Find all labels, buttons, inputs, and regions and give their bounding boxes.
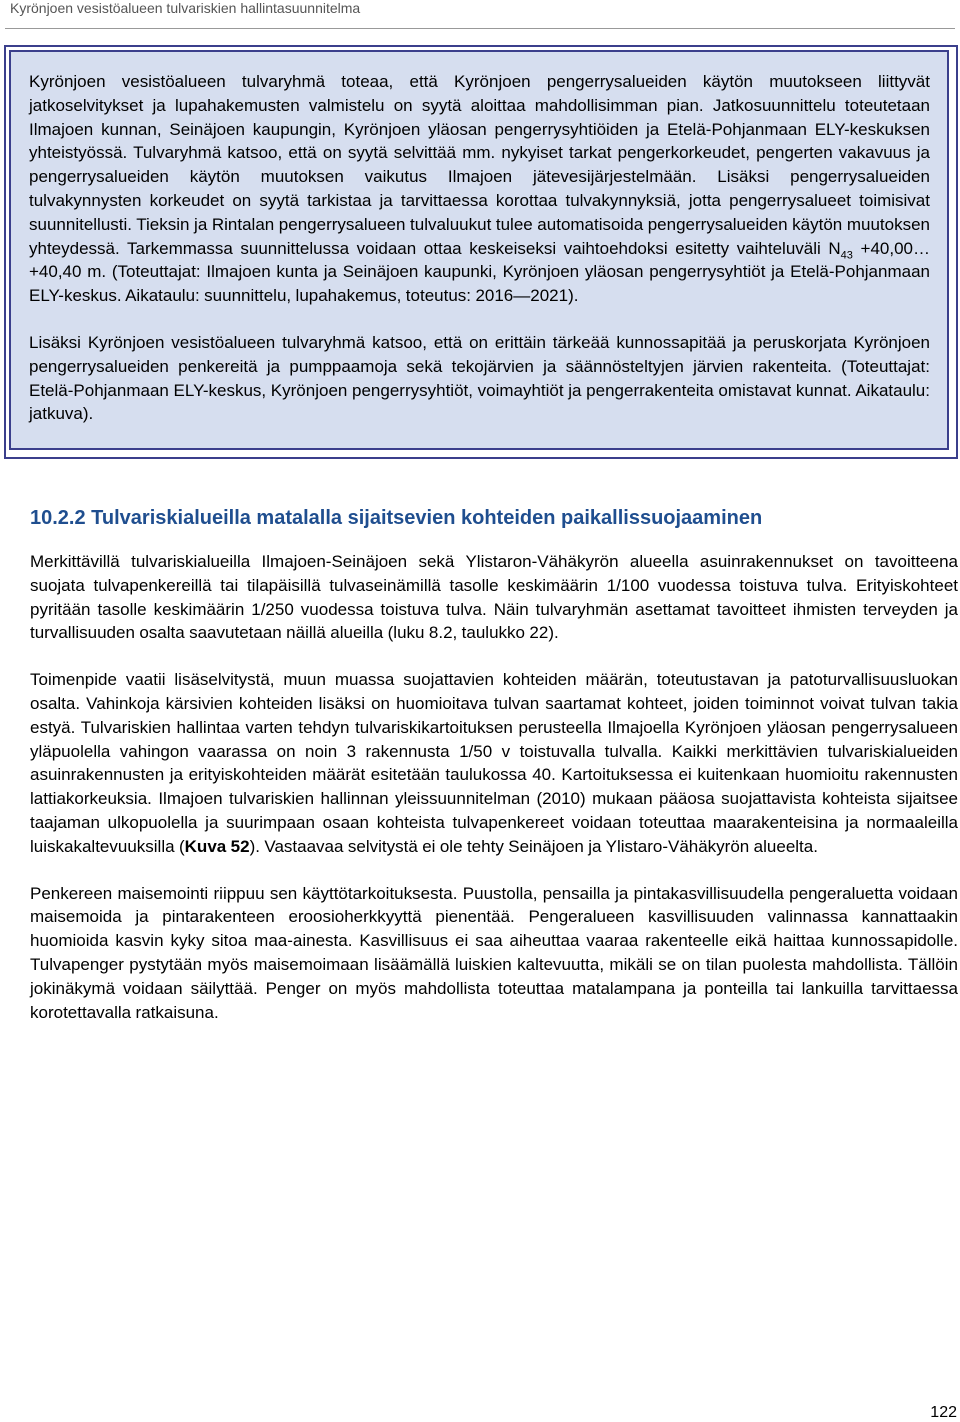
highlight-box <box>4 45 958 459</box>
body-paragraph-1: Merkittävillä tulvariskialueilla Ilmajoen-Seinäjoen sekä Ylistaron-Vähäkyrön alueella asuinrakennukset on tavoitteena suojata tulvapenkereillä tai tilapäisillä tulvaseinämillä tasolle keskimäärin 1/100 vuodessa toistuva tulva. Erityiskohteet pyritään tasolle keskimäärin 1/250 vuodessa toistuva tulva. Näin tulvaryhmän asettamat tavoitteet ihmisten terveyden ja turvallisuuden osalta saavutetaan näillä alueilla (luku 8.2, taulukko 22). <box>30 552 958 643</box>
highlight-box-content <box>9 50 949 450</box>
box-paragraph-1-subscript: 43 <box>840 248 853 261</box>
box-paragraph-2: Lisäksi Kyrönjoen vesistöalueen tulvaryhmä katsoo, että on erittäin tärkeää kunnossapitää ja peruskorjata Kyrönjoen pengerrysalueiden penkereitä ja pumppaamoja sekä tekojärvien ja säännösteltyjen järvien rakenteita. (Toteuttajat: Etelä-Pohjanmaan ELY-keskus, Kyrönjoen pengerrysyhtiöt, voimayhtiöt ja pengerrakenteita omistavat kunnat. Aikataulu: jatkuva). <box>29 332 930 424</box>
section-heading <box>30 506 762 530</box>
box-paragraph-1 <box>29 70 930 308</box>
body-paragraph-2-text-b: ). Vastaavaa selvitystä ei ole tehty Seinäjoen ja Ylistaro-Vähäkyrön alueelta. <box>249 836 818 856</box>
figure-reference: Kuva 52 <box>184 836 250 856</box>
body-text <box>30 550 958 1024</box>
box-paragraph-1-text-b: +40,00…+40,40 m. (Toteuttajat: Ilmajoen kunta ja Seinäjoen kaupunki, Kyrönjoen yläosan pengerrysyhtiöt ja Etelä-Pohjanmaan ELY-keskus. Aikataulu: suunnittelu, lupahakemus, toteutus: 2016—2021). <box>29 238 930 306</box>
box-paragraph-1-text-a: Kyrönjoen vesistöalueen tulvaryhmä toteaa, että Kyrönjoen pengerrysalueiden käytön muutokseen liittyvät jatkoselvitykset ja lupahakemusten valmistelu on syytä aloittaa mahdollisimman pian. Jatkosuunnittelu toteutetaan Ilmajoen kunnan, Seinäjoen kaupungin, Kyrönjoen yläosan pengerrysyhtiöiden ja Etelä-Pohjanmaan ELY-keskuksen yhteistyössä. Tulvaryhmä katsoo, että on syytä selvittää mm. nykyiset tarkat pengerkorkeudet, pengerten vakavuus ja pengerrysalueiden käytön muutoksen vaikutus Ilmajoen jätevesijärjestelmään. Lisäksi pengerrysalueiden tulvakynnysten korkeudet on syytä tarkistaa ja tarvittaessa korottaa tulvakynnyksiä, jotta pengerrysalueet toimisivat suunnitellusti. Tieksin ja Rintalan pengerrysalueen tulvaluukut tulee automatisoida pengerrysalueiden käytön muutoksen yhteydessä. Tarkemmassa suunnittelussa voidaan ottaa keskeiseksi vaihtoehdoksi esitetty vaihteluväli N <box>29 72 930 258</box>
body-paragraph-3: Penkereen maisemointi riippuu sen käyttötarkoituksesta. Puustolla, pensailla ja pintakasvillisuudella pengeraluetta voidaan maisemoida ja pintarakenteen eroosioherkkyyttä pienentää. Pengeralueen kasvillisuuden valinnassa kannattaakin huomioida kasvin kyky sitoa maa-ainesta. Kasvillisuus ei saa aiheuttaa vaaraa rakenteelle eikä haittaa kunnossapidolle. Tulvapenger pystytään myös maisemoimaan lisäämällä luiskien kaltevuutta, mikäli se on tilan puolesta mahdollista. Tällöin jokinäkymä voidaan säilyttää. Penger on myös mahdollista toteuttaa matalampana ja ponteilla tai lankuilla tarvittaessa korotettavalla ratkaisuna. <box>30 883 958 1022</box>
header-divider <box>5 28 955 29</box>
section-title: Tulvariskialueilla matalalla sijaitsevien kohteiden paikallissuojaaminen <box>91 507 763 529</box>
section-number: 10.2.2 <box>30 507 86 529</box>
body-paragraph-2 <box>30 668 958 858</box>
page-number: 122 <box>930 1404 957 1421</box>
running-header: Kyrönjoen vesistöalueen tulvariskien hallintasuunnitelma <box>10 0 361 16</box>
body-paragraph-2-text-a: Toimenpide vaatii lisäselvitystä, muun muassa suojattavien kohteiden määrän, toteutustavan ja patoturvallisuusluokan osalta. Vahinkoja kärsivien kohteiden lisäksi on huomioitava tulvan saartamat kohteet, joiden toiminnot voivat tulvan takia estyä. Tulvariskien hallintaa varten tehdyn tulvariskikartoituksen perusteella Ilmajoella Kyrönjoen yläosan pengerrysalueen yläpuolella vahingon vaarassa on noin 3 rakennusta 1/50 v toistuvalla tulvalla. Kaikki merkittävien tulvariskialueiden asuinrakennusten ja erityiskohteiden määrät esitetään taulukossa 40. Kartoituksessa ei kuitenkaan huomioitu rakennusten lattiakorkeuksia. Ilmajoen tulvariskien hallinnan yleissuunnitelman (2010) mukaan pääosa suojattavista kohteista sijaitsee taajaman ulkopuolella ja suurimpaan osaan kohteista tulvapenkereet voidaan toteuttaa maarakenteisina ja normaaleilla luiskakaltevuuksilla ( <box>30 670 958 856</box>
